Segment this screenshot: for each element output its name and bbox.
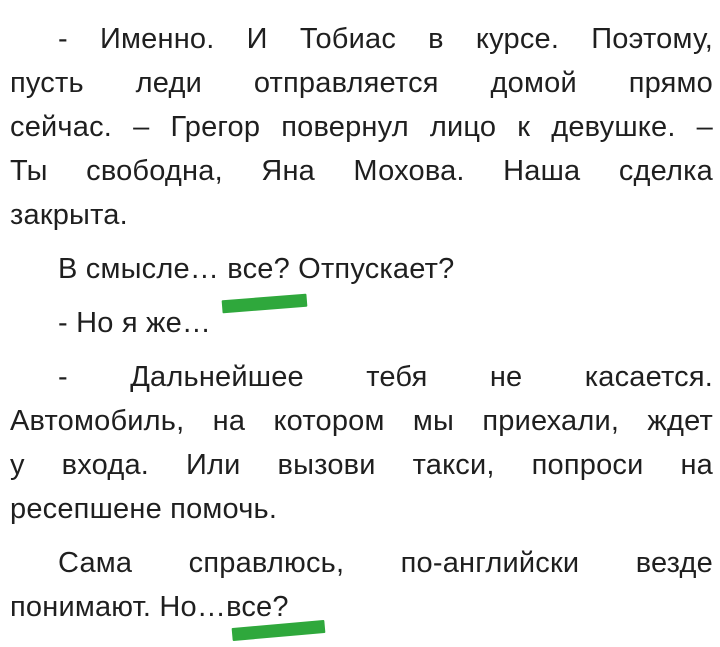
text-line: - Но я же… xyxy=(58,307,212,339)
paragraph xyxy=(10,301,713,345)
text-line: Автомобиль, на котором мы приехали, ждет xyxy=(10,405,713,437)
text-line: Сама справлюсь, по-английски везде xyxy=(58,547,713,579)
text-line: Ты свободна, Яна Мохова. Наша сделка xyxy=(10,155,713,187)
text-line: ресепшене помочь. xyxy=(10,493,278,525)
text-line: В смысле… все? Отпускает? xyxy=(58,253,455,285)
text-line: закрыта. xyxy=(10,199,128,231)
paragraph xyxy=(10,355,713,531)
text-line: - Именно. И Тобиас в курсе. Поэтому, xyxy=(58,23,713,55)
paragraph xyxy=(10,247,713,291)
paragraph xyxy=(10,17,713,237)
text-line: - Дальнейшее тебя не касается. xyxy=(58,361,713,393)
text-line: пусть леди отправляется домой прямо xyxy=(10,67,713,99)
paragraph xyxy=(10,541,713,629)
text-line: сейчас. – Грегор повернул лицо к девушке. – xyxy=(10,111,713,143)
text-line: у входа. Или вызови такси, попроси на xyxy=(10,449,713,481)
text-line: понимают. Но…все? xyxy=(10,591,289,623)
